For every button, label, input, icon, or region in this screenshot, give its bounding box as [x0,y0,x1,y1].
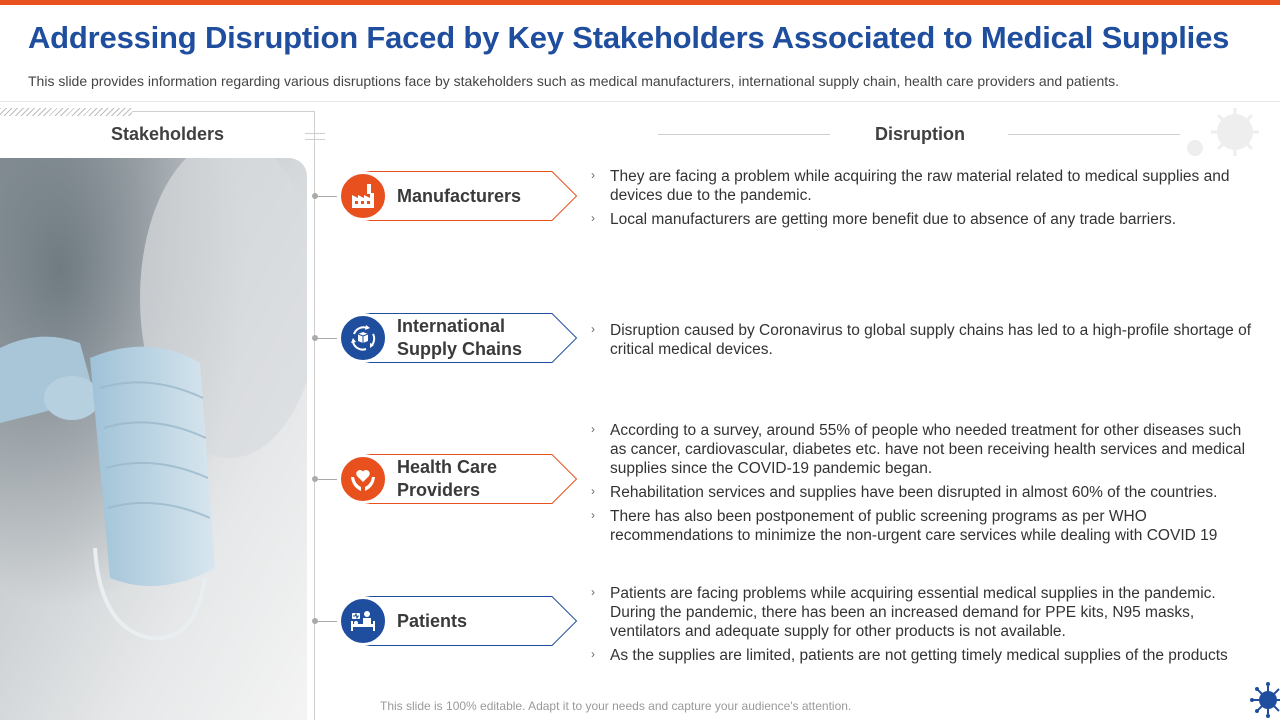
disruption-bullet: › According to a survey, around 55% of people who needed treatment for other diseases such as cancer, cardiovascular, diabetes etc. have not been receiving health services and medical supplies since the COVID-19 pandemic began. [590,421,1260,478]
virus-decoration-icon [1180,100,1270,175]
connector-line [315,621,337,622]
supply-chain-icon [338,313,388,363]
medical-mask-photo [0,158,307,720]
footer-note: This slide is 100% editable. Adapt it to your needs and capture your audience's attention. [380,699,852,713]
stakeholder-label: Health Care Providers [397,457,498,500]
disruption-bullet: › As the supplies are limited, patients are not getting timely medical supplies of the products [590,646,1260,665]
stakeholder-card-manufacturers [340,171,578,221]
connector-line [315,196,337,197]
disruption-list-manufacturers [590,167,1260,234]
connector-line [315,338,337,339]
disruption-bullet: › There has also been postponement of public screening programs as per WHO recommendations to minimize the non-urgent care services while dealing with COVID 19 [590,507,1260,545]
timeline-dot [312,335,318,341]
connector-line [315,479,337,480]
disruption-bullet: › Disruption caused by Coronavirus to global supply chains has led to a high-profile shortage of critical medical devices. [590,321,1260,359]
disruption-list-health-care [590,421,1260,550]
frame-line [132,111,315,112]
top-accent-bar [0,0,1280,5]
stakeholder-card-supply-chains [340,313,578,363]
timeline-dot [312,476,318,482]
timeline-tick [305,133,325,134]
timeline-line [314,111,315,720]
stakeholder-label: Manufacturers [397,185,522,206]
stakeholder-card-health-care [340,454,578,504]
stakeholder-card-patients [340,596,578,646]
title-divider [0,101,1280,102]
stakeholder-label: Patients [397,610,468,631]
virus-corner-icon [1248,680,1280,720]
factory-icon [338,171,388,221]
disruption-bullet: › Rehabilitation services and supplies have been disrupted in almost 60% of the countries. [590,483,1260,502]
disruption-bullet: › Local manufacturers are getting more benefit due to absence of any trade barriers. [590,210,1260,229]
stakeholders-heading: Stakeholders [110,124,225,144]
disruption-bullet: › They are facing a problem while acquiring the raw material related to medical supplies and devices due to the pandemic. [590,167,1260,205]
disruption-list-supply-chains [590,321,1260,364]
stakeholder-label: International Supply Chains [397,316,523,359]
disruption-rule-right [1008,134,1180,135]
disruption-heading: Disruption [875,124,965,144]
page-subtitle: This slide provides information regarding various disruptions face by stakeholders such as medical manufacturers, international supply chain, health care providers and patients. [28,73,1120,89]
patient-bed-icon [338,596,388,646]
timeline-dot [312,193,318,199]
hatch-decoration [0,108,132,116]
timeline-tick [305,139,325,140]
disruption-rule-left [658,134,830,135]
heart-hands-icon [338,454,388,504]
disruption-bullet: › Patients are facing problems while acquiring essential medical supplies in the pandemic. During the pandemic, there has been an increased demand for PPE kits, N95 masks, ventilators and adequate supply for other products is not available. [590,584,1260,641]
page-title: Addressing Disruption Faced by Key Stakeholders Associated to Medical Supplies [28,20,1230,55]
disruption-list-patients [590,584,1260,670]
timeline-dot [312,618,318,624]
